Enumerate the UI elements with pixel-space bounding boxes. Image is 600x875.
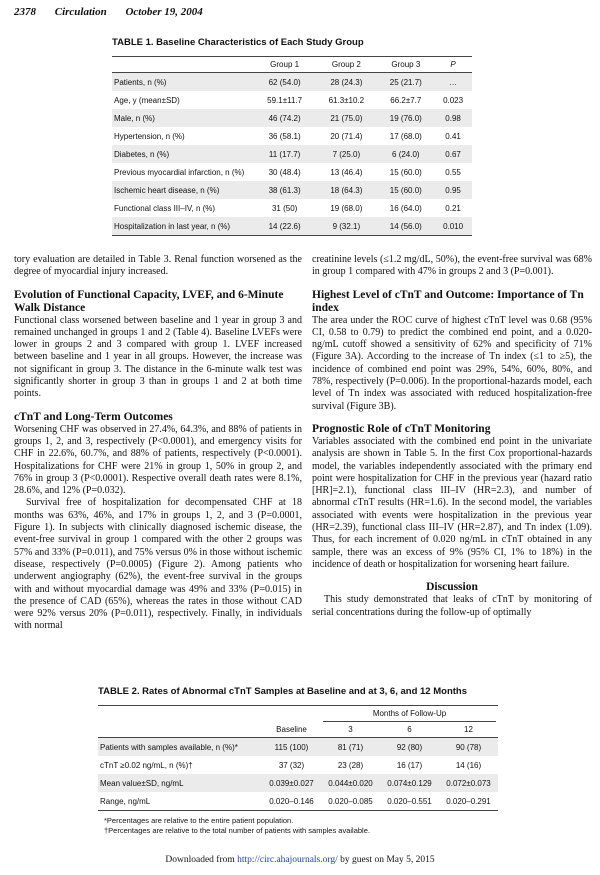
column-header: [98, 706, 262, 723]
paragraph: creatinine levels (≤1.2 mg/dL, 50%), the event-free survival was 68% in group 1 compared with 47% in groups 2 and 3 (P=0.001).: [312, 254, 592, 278]
table-row: [112, 217, 472, 236]
section-heading: Discussion: [426, 581, 478, 594]
left-column: [14, 254, 302, 633]
table-1: [112, 37, 472, 236]
footer-suffix: by guest on May 5, 2015: [337, 855, 435, 865]
row-label: Patients with samples available, n (%)*: [98, 738, 262, 757]
table-cell: 0.020–0.085: [321, 792, 380, 811]
table-cell: 16 (64.0): [389, 203, 422, 213]
footer-prefix: Downloaded from: [165, 855, 238, 865]
table-cell: 0.21: [445, 203, 461, 213]
table-cell: 0.67: [434, 145, 472, 163]
download-footer: [0, 855, 600, 865]
table-row: [112, 73, 472, 92]
paragraph: tory evaluation are detailed in Table 3. Renal function worsened as the degree of myocardial injury increased.: [14, 254, 302, 278]
table-cell: 36 (58.1): [268, 131, 301, 141]
table-cell: 59.1±11.7: [267, 95, 303, 105]
table-cell: 15 (60.0): [389, 167, 422, 177]
column-header: 12: [439, 722, 498, 738]
table-cell: 0.074±0.129: [380, 774, 439, 792]
column-header: [98, 722, 262, 738]
group-header: [321, 706, 498, 723]
row-label: cTnT ≥0.02 ng/mL, n (%)†: [100, 760, 193, 770]
table-cell: 0.98: [434, 109, 472, 127]
column-header: Group 1: [254, 57, 315, 73]
table-cell: 0.072±0.073: [439, 774, 498, 792]
table-header-row: [112, 57, 472, 73]
table-row: [98, 774, 498, 792]
row-label: Functional class III–IV, n (%): [114, 203, 216, 213]
column-header: 3: [321, 722, 380, 738]
row-label: Patients, n (%): [112, 73, 254, 92]
row-label: Ischemic heart disease, n (%): [112, 181, 254, 199]
row-label: Mean value±SD, ng/mL: [98, 774, 262, 792]
table-cell: …: [434, 73, 472, 92]
table-cell: 0.020–0.146: [262, 792, 321, 811]
section-heading: cTnT and Long-Term Outcomes: [14, 410, 173, 423]
table-cell: 0.41: [445, 131, 461, 141]
table-row: [112, 181, 472, 199]
paragraph: Variables associated with the combined end point in the univariate analysis are shown in Table 5. In the first Cox proportional-hazards model, the variables independently associated with the primary end point were hospitalization for CHF in the previous year (hazard ratio [HR]=2.1), functional class III–IV (HR=2.3), and number of abnormal cTnT results (HR=1.6). In the second model, the variables associated with events were hospitalization in the previous year (HR=2.39), functional class III–IV (HR=2.87), and Tn index (1.09). Thus, for each increment of 0.020 ng/mL in cTnT obtained in any sample, there was an excess of 9% (95% CI, 1% to 18%) in the incidence of death or hospitalization for worsening heart failure.: [312, 435, 592, 570]
table-cell: 0.023: [443, 95, 464, 105]
table-2-footnotes: [98, 816, 498, 836]
table-2: [98, 686, 498, 836]
right-column: [312, 254, 592, 619]
table-cell: 21 (75.0): [315, 109, 377, 127]
row-label: Male, n (%): [112, 109, 254, 127]
section-heading: Prognostic Role of cTnT Monitoring: [312, 422, 491, 435]
table-cell: 62 (54.0): [254, 73, 315, 92]
table-cell: 0.55: [445, 167, 461, 177]
table-row: [112, 199, 472, 217]
footnote: †Percentages are relative to the total number of patients with samples available.: [104, 826, 370, 835]
table-cell: 25 (21.7): [377, 73, 434, 92]
table-row: [112, 145, 472, 163]
table-row: [112, 127, 472, 145]
table-cell: 14 (16): [455, 760, 482, 770]
table-cell: 11 (17.7): [254, 145, 315, 163]
table-row: [112, 109, 472, 127]
row-label: Age, y (mean±SD): [114, 95, 180, 105]
table-row: [98, 756, 498, 774]
table-cell: 14 (56.0): [377, 217, 434, 236]
table-1-grid: [112, 56, 472, 236]
table-cell: 66.2±7.7: [390, 95, 422, 105]
table-cell: 46 (74.2): [254, 109, 315, 127]
table-cell: 6 (24.0): [377, 145, 434, 163]
journal-name: Circulation: [54, 6, 107, 18]
table-cell: 61.3±10.2: [328, 95, 365, 105]
column-header: P: [434, 57, 472, 73]
months-of-follow-up: Months of Follow-Up: [323, 709, 496, 722]
table-cell: 90 (78): [439, 738, 498, 757]
table-cell: 14 (22.6): [254, 217, 315, 236]
table-2-caption: TABLE 2. Rates of Abnormal cTnT Samples at Baseline and at 3, 6, and 12 Months: [98, 686, 467, 697]
table-cell: 92 (80): [380, 738, 439, 757]
row-label: Previous myocardial infarction, n (%): [114, 167, 245, 177]
table-row: [98, 738, 498, 757]
table-cell: 20 (71.4): [330, 131, 363, 141]
issue-date: October 19, 2004: [125, 6, 203, 18]
footnote: *Percentages are relative to the entire patient population.: [104, 816, 294, 825]
paragraph: Survival free of hospitalization for decompensated CHF at 18 months was 63%, 46%, and 17% in groups 1, 2, and 3 (P=0.0001, Figure 1). In subjects with clinically diagnosed ischemic disease, the event-free survival in group 1 compared with the other 2 groups was 57% and 33% (P=0.011), and 75% versus 0% in those without ischemic disease, respectively (P=0.0005) (Figure 2). Among patients who underwent angiography (62%), the event-free survival in the groups with and without myocardial damage was 49% and 33% (P=0.015) in the presence of CAD (65%), whereas the rates in those without CAD were 92% versus 20% (P=0.011), respectively. Finally, in individuals with normal: [14, 497, 302, 632]
table-cell: 17 (68.0): [389, 131, 422, 141]
table-cell: 7 (25.0): [315, 145, 377, 163]
table-1-caption: TABLE 1. Baseline Characteristics of Each Study Group: [112, 37, 364, 48]
page-number: 2378: [14, 6, 36, 18]
column-header: Group 3: [377, 57, 434, 73]
table-cell: 0.95: [434, 181, 472, 199]
row-label: Diabetes, n (%): [112, 145, 254, 163]
running-head: [14, 6, 219, 18]
table-row: [112, 91, 472, 109]
table-cell: 0.020–0.291: [439, 792, 498, 811]
section-heading: Evolution of Functional Capacity, LVEF, and 6-Minute Walk Distance: [14, 288, 284, 314]
table-cell: 16 (17): [396, 760, 423, 770]
row-label: Hospitalization in last year, n (%): [112, 217, 254, 236]
row-label: Hypertension, n (%): [114, 131, 185, 141]
journal-link[interactable]: http://circ.ahajournals.org/: [237, 855, 338, 865]
section-heading: Highest Level of cTnT and Outcome: Importance of Tn index: [312, 288, 584, 314]
table-cell: 0.010: [434, 217, 472, 236]
column-header: [112, 57, 254, 73]
column-header: 6: [380, 722, 439, 738]
paragraph: Worsening CHF was observed in 27.4%, 64.3%, and 88% of patients in groups 1, 2, and 3, respectively (P<0.0001), and emergency visits for CHF in 22.6%, 60.7%, and 88% of patients, respectively (P<0.0001). Hospitalizations for CHF were 21% in group 1, 50% in group 2, and 76% in group 3 (P<0.0001). Respective overall death rates were 8.1%, 28.6%, and 12% (P=0.032).: [14, 423, 302, 497]
column-header: Baseline: [262, 722, 321, 738]
table-cell: 115 (100): [262, 738, 321, 757]
table-cell: 23 (28): [337, 760, 364, 770]
row-label: Range, ng/mL: [98, 792, 262, 811]
table-cell: 0.039±0.027: [262, 774, 321, 792]
table-cell: 19 (68.0): [330, 203, 363, 213]
table-cell: 28 (24.3): [315, 73, 377, 92]
table-row: [98, 792, 498, 811]
column-header: Group 2: [315, 57, 377, 73]
paragraph: The area under the ROC curve of highest cTnT level was 0.68 (95% CI, 0.58 to 0.79) to predict the combined end point, and a 0.020-ng/mL cutoff showed a sensitivity of 62% and specificity of 71% (Figure 3A). According to the increase of Tn index (≤1 to ≥5), the incidence of combined end point was 29%, 54%, 60%, 80%, and 78%, respectively (P=0.006). In the proportional-hazards model, each level of Tn index was associated with reduced hospitalization-free survival (Figure 3B).: [312, 314, 592, 412]
table-cell: 81 (71): [321, 738, 380, 757]
table-cell: 38 (61.3): [254, 181, 315, 199]
table-cell: 0.044±0.020: [321, 774, 380, 792]
table-2-grid: [98, 705, 498, 811]
table-cell: 30 (48.4): [268, 167, 301, 177]
table-cell: 37 (32): [278, 760, 305, 770]
table-cell: 13 (46.4): [330, 167, 363, 177]
table-cell: 9 (32.1): [315, 217, 377, 236]
paragraph: Functional class worsened between baseline and 1 year in group 3 and remained unchanged in groups 1 and 2 (Table 4). Baseline LVEFs were lower in groups 2 and 3 compared with group 1. LVEF increased between baseline and 1 year in all groups. However, the increase was not significant in group 3. The distance in the 6-minute walk test was significantly shorter in group 3 than in groups 1 and 2 at both time points.: [14, 314, 302, 400]
table-cell: 19 (76.0): [377, 109, 434, 127]
table-cell: 18 (64.3): [315, 181, 377, 199]
column-header: [262, 706, 321, 723]
table-row: [112, 163, 472, 181]
paragraph: This study demonstrated that leaks of cTnT by monitoring of serial concentrations during the follow-up of optimally: [312, 594, 592, 618]
table-cell: 15 (60.0): [377, 181, 434, 199]
table-cell: 31 (50): [271, 203, 298, 213]
table-cell: 0.020–0.551: [380, 792, 439, 811]
